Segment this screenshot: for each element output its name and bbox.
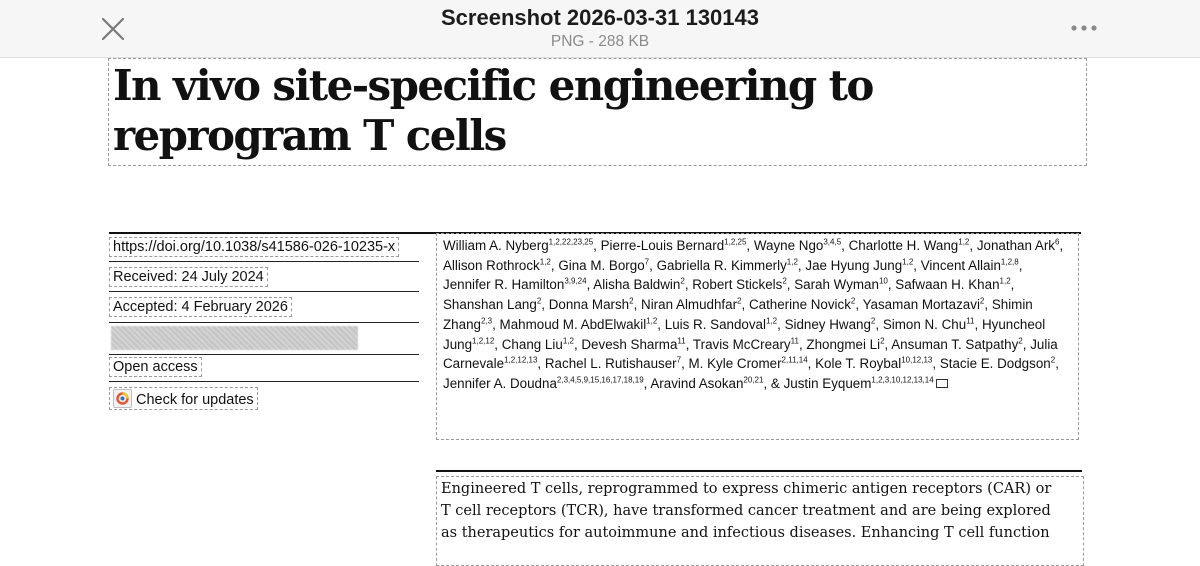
author-affiliation: 2: [737, 296, 742, 306]
author-name: Pierre-Louis Bernard: [600, 238, 725, 253]
author-name: Justin Eyquem: [783, 375, 872, 391]
author-name: Luis R. Sandoval: [664, 316, 766, 332]
author-name: Jae Hyung Jung: [805, 257, 903, 273]
author-affiliation: 1,2: [958, 237, 970, 247]
author-affiliation: 1,2,12,13: [504, 355, 538, 365]
author-name: William A. Nyberg: [443, 238, 549, 253]
author-affiliation: 7: [644, 257, 650, 267]
author-affiliation: 2,3,4,5,9,15,16,17,18,19: [556, 375, 644, 385]
author-name: Vincent Allain: [920, 257, 1001, 273]
file-info: PNG - 288 KB: [550, 33, 650, 50]
file-title: Screenshot 2026-03-31 130143: [441, 5, 759, 30]
author-name: Catherine Novick: [748, 297, 851, 313]
author-affiliation: 1,2: [539, 257, 551, 267]
more-options-button[interactable]: [1068, 16, 1104, 40]
author-affiliation: 2: [1050, 355, 1056, 365]
author-affiliation: 20,21: [743, 375, 764, 385]
author-affiliation: 1,2: [902, 257, 914, 267]
author-affiliation: 1,2: [646, 316, 658, 326]
author-name: Charlotte H. Wang: [848, 238, 959, 253]
author-name: Kole T. Roybal: [815, 356, 902, 372]
author-affiliation: 10,12,13: [901, 355, 933, 365]
viewer-header: [0, 0, 1200, 58]
article-title: In vivo site-specific engineering to reprogram T cells: [108, 58, 1087, 166]
author-name: Sidney Hwang: [784, 316, 871, 332]
author-affiliation: 3,4,5: [823, 237, 842, 247]
document-page: [0, 58, 1200, 554]
abstract: [436, 476, 1084, 566]
abstract-line: T cell receptors (TCR), have transformed cancer treatment and are being explored: [441, 503, 1051, 519]
author-affiliation: 2: [850, 296, 856, 306]
doi-link[interactable]: https://doi.org/10.1038/s41586-026-10235-x: [109, 237, 399, 257]
author-affiliation: 7: [676, 355, 682, 365]
author-affiliation: 11: [677, 336, 686, 346]
author-affiliation: 2,11,14: [781, 355, 808, 365]
author-name: Alisha Baldwin: [593, 277, 681, 293]
author-affiliation: 1,2,12: [472, 336, 495, 346]
divider: [109, 261, 419, 262]
redacted-field: [111, 326, 358, 350]
accepted-date: Accepted: 4 February 2026: [109, 297, 292, 317]
author-name: Gina M. Borgo: [558, 257, 645, 273]
author-name: Travis McCreary: [692, 336, 791, 352]
author-name: Mahmoud M. AbdElwakil: [499, 316, 647, 332]
author-name: M. Kyle Cromer: [688, 356, 782, 372]
author-affiliation: 10: [878, 276, 888, 286]
received-date: Received: 24 July 2024: [109, 267, 268, 287]
abstract-line: Engineered T cells, reprogrammed to express chimeric antigen receptors (CAR) or: [441, 481, 1052, 497]
check-updates-button[interactable]: [109, 387, 258, 410]
author-name: Stacie E. Dodgson: [939, 356, 1051, 372]
author-affiliation: 2: [629, 296, 634, 306]
author-affiliation: 1,2,8: [1000, 257, 1019, 267]
check-updates-label: Check for updates: [136, 392, 254, 408]
author-name: Safwaan H. Khan: [895, 277, 1000, 293]
author-name: Jennifer A. Doudna: [443, 375, 557, 391]
abstract-rule: [436, 470, 1082, 472]
author-affiliation: 6: [1055, 237, 1060, 247]
author-affiliation: 1,2: [786, 257, 798, 267]
abstract-line: as therapeutics for autoimmune and infectious diseases. Enhancing T cell function: [441, 525, 1050, 541]
author-name: Shimin Zhang: [443, 297, 1033, 332]
author-name: Hyuncheol Jung: [443, 316, 1046, 352]
author-affiliation: 2,3: [480, 316, 493, 326]
more-icon: [1068, 16, 1104, 40]
author-name: Shanshan Lang: [443, 297, 537, 313]
divider: [109, 291, 419, 292]
author-name: Ansuman T. Satpathy: [891, 336, 1019, 352]
author-name: Chang Liu: [501, 336, 563, 352]
open-access-label: Open access: [109, 357, 202, 377]
author-affiliation: 2: [870, 316, 876, 326]
author-affiliation: 2: [782, 276, 787, 286]
author-affiliation: 1,2: [999, 276, 1011, 286]
author-name: Yasaman Mortazavi: [862, 297, 980, 313]
author-name: Simon N. Chu: [882, 316, 967, 332]
author-name: Zhongmei Li: [806, 336, 881, 352]
author-affiliation: 2: [1018, 336, 1023, 346]
author-affiliation: 1,2: [765, 316, 778, 326]
email-icon[interactable]: [936, 379, 948, 388]
author-name: Donna Marsh: [548, 297, 630, 313]
author-affiliation: 2: [536, 296, 542, 306]
author-affiliation: 11: [966, 316, 975, 326]
author-name: Sarah Wyman: [794, 277, 879, 293]
author-affiliation: 1,2,25: [724, 237, 747, 247]
author-affiliation: 2: [979, 296, 985, 306]
author-name: Aravind Asokan: [650, 375, 744, 391]
author-affiliation: 11: [790, 336, 799, 346]
author-affiliation: 2: [680, 276, 685, 286]
author-affiliation: 1,2,22,23,25: [548, 237, 594, 247]
author-name: Jennifer R. Hamilton: [443, 277, 565, 293]
author-affiliation: 3,9,24: [564, 276, 587, 286]
author-name: Allison Rothrock: [443, 257, 540, 273]
author-name: Gabriella R. Kimmerly: [656, 257, 787, 273]
author-name: Niran Almudhfar: [641, 297, 738, 313]
divider: [109, 354, 419, 355]
author-list: William A. Nyberg$^{1,2,22,23,25}$, Pierre-Louis Bernard$^{1,2,25}$, Wayne Ngo$^{3,4,5}$, Charlotte H. Wang$^{1,2}$, Jonathan Ark$^6$, Allison Rothrock$^{1,2}$, Gina M. Borgo$^7$, Gabriella R. Kimmerly$^{1,2}$, Jae Hyung Jung$^{1,2}$, Vincent Allain$^{1,2,8}$, Jennifer R. Hamilton$^{3,9,24}$, Alisha Baldwin$^2$, Robert Stickels$^2$, Sarah Wyman$^{10}$, Safwaan H. Khan$^{1,2}$, Shanshan Lang$^2$, Donna Marsh$^2$, Niran Almudhfar$^2$, Catherine Novick$^2$, Yasaman Mortazavi$^2$, Shimin Zhang$^{2,3}$, Mahmoud M. AbdElwakil$^{1,2}$, Luis R. Sandoval$^{1,2}$, Sidney Hwang$^2$, Simon N. Chu$^{11}$, Hyuncheol Jung$^{1,2,12}$, Chang Liu$^{1,2}$, Devesh Sharma$^{11}$, Travis McCreary$^{11}$, Zhongmei Li$^2$, Ansuman T. Satpathy$^2$, Julia Carnevale$^{1,2,12,13}$, Rachel L. Rutishauser$^7$, M. Kyle Cromer$^{2,11,14}$, Kole T. Roybal$^{10,12,13}$, Stacie E. Dodgson$^2$, Jennifer A. Doudna$^{2,3,4,5,9,15,16,17,18,19}$, Aravind Asokan$^{20,21}$, & Justin Eyquem$^{1,2,3,10,12,13,14}$: [436, 233, 1079, 440]
author-name: Jonathan Ark: [976, 238, 1055, 253]
author-affiliation: 1,2: [562, 336, 574, 346]
author-affiliation: 2: [880, 336, 885, 346]
author-name: Robert Stickels: [692, 277, 783, 293]
author-name: Julia Carnevale: [443, 336, 1058, 372]
divider: [109, 322, 419, 323]
author-name: Wayne Ngo: [753, 238, 824, 253]
author-name: Devesh Sharma: [581, 336, 678, 352]
author-name: Rachel L. Rutishauser: [544, 356, 677, 372]
author-affiliation: 1,2,3,10,12,13,14: [871, 375, 934, 385]
check-updates-icon: [113, 389, 132, 408]
divider: [109, 381, 419, 382]
